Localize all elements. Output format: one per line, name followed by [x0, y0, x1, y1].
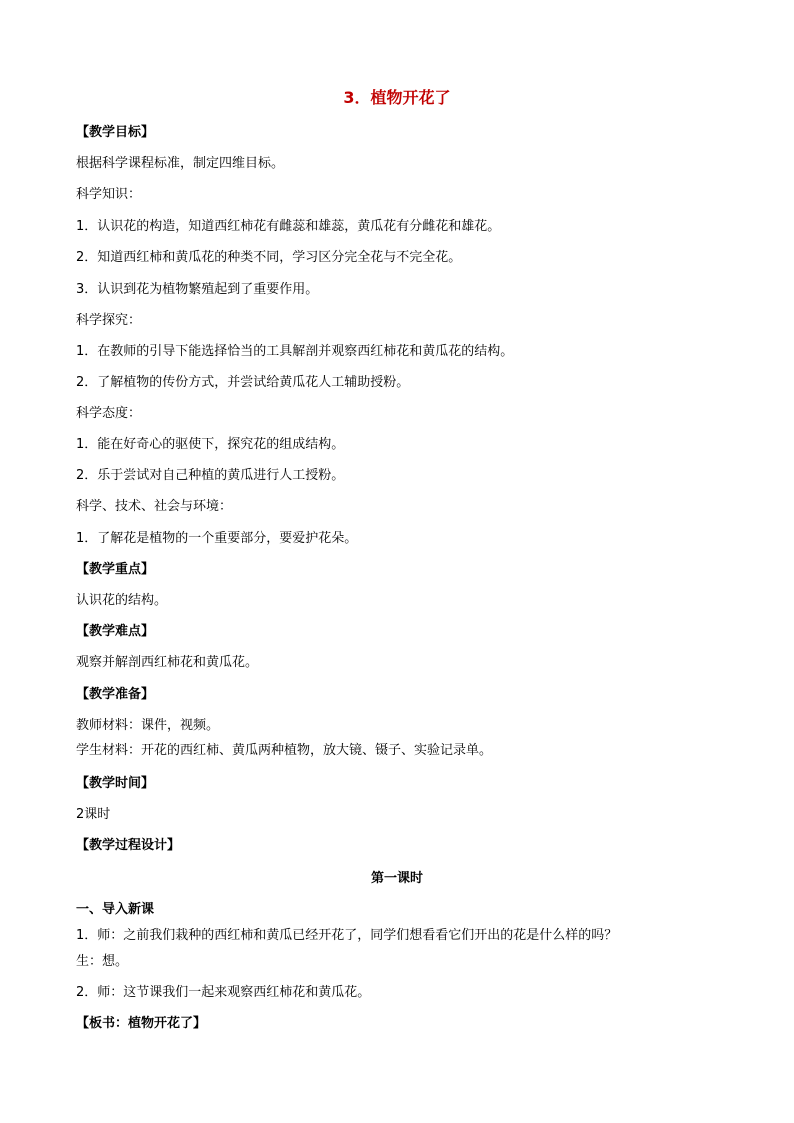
list-item: 2．乐于尝试对自己种植的黄瓜进行人工授粉。 — [76, 468, 345, 483]
paragraph: 学生材料：开花的西红柿、黄瓜两种植物，放大镜、镊子、实验记录单。 — [76, 743, 493, 758]
dialogue-line: 2．师：这节课我们一起来观察西红柿花和黄瓜花。 — [76, 985, 371, 1000]
section-heading-key-points: 【教学重点】 — [76, 562, 155, 577]
blackboard-note: 【板书：植物开花了】 — [76, 1016, 207, 1031]
dialogue-line: 生：想。 — [76, 954, 129, 969]
section-heading-difficulties: 【教学难点】 — [76, 624, 155, 639]
paragraph: 观察并解剖西红柿花和黄瓜花。 — [76, 655, 259, 670]
paragraph: 教师材料：课件，视频。 — [76, 718, 220, 733]
list-item: 2．知道西红柿和黄瓜花的种类不同，学习区分完全花与不完全花。 — [76, 250, 462, 265]
paragraph: 认识花的结构。 — [76, 593, 168, 608]
list-item: 1．能在好奇心的驱使下，探究花的组成结构。 — [76, 437, 345, 452]
list-item: 1．认识花的构造，知道西红柿花有雌蕊和雄蕊，黄瓜花有分雌花和雄花。 — [76, 219, 501, 234]
subheading-attitude: 科学态度： — [76, 406, 142, 421]
section-heading-process: 【教学过程设计】 — [76, 838, 181, 853]
paragraph: 根据科学课程标准，制定四维目标。 — [76, 156, 285, 171]
section-heading-objectives: 【教学目标】 — [76, 125, 155, 140]
subheading-inquiry: 科学探究： — [76, 313, 142, 328]
dialogue-line: 1．师：之前我们栽种的西红柿和黄瓜已经开花了，同学们想看看它们开出的花是什么样的吗？ — [76, 928, 618, 943]
section-heading-preparation: 【教学准备】 — [76, 687, 155, 702]
lesson-period-title: 第一课时 — [370, 871, 423, 886]
list-item: 1．了解花是植物的一个重要部分，要爱护花朵。 — [76, 531, 358, 546]
subheading-knowledge: 科学知识： — [76, 187, 142, 202]
list-item: 2．了解植物的传份方式，并尝试给黄瓜花人工辅助授粉。 — [76, 375, 410, 390]
subsection-heading-intro: 一、导入新课 — [76, 902, 155, 917]
paragraph: 2课时 — [76, 807, 111, 822]
section-heading-time: 【教学时间】 — [76, 776, 155, 791]
list-item: 1．在教师的引导下能选择恰当的工具解剖并观察西红柿花和黄瓜花的结构。 — [76, 344, 514, 359]
subheading-stse: 科学、技术、社会与环境： — [76, 499, 233, 514]
document-title: 3．植物开花了 — [343, 88, 451, 107]
list-item: 3．认识到花为植物繁殖起到了重要作用。 — [76, 282, 319, 297]
